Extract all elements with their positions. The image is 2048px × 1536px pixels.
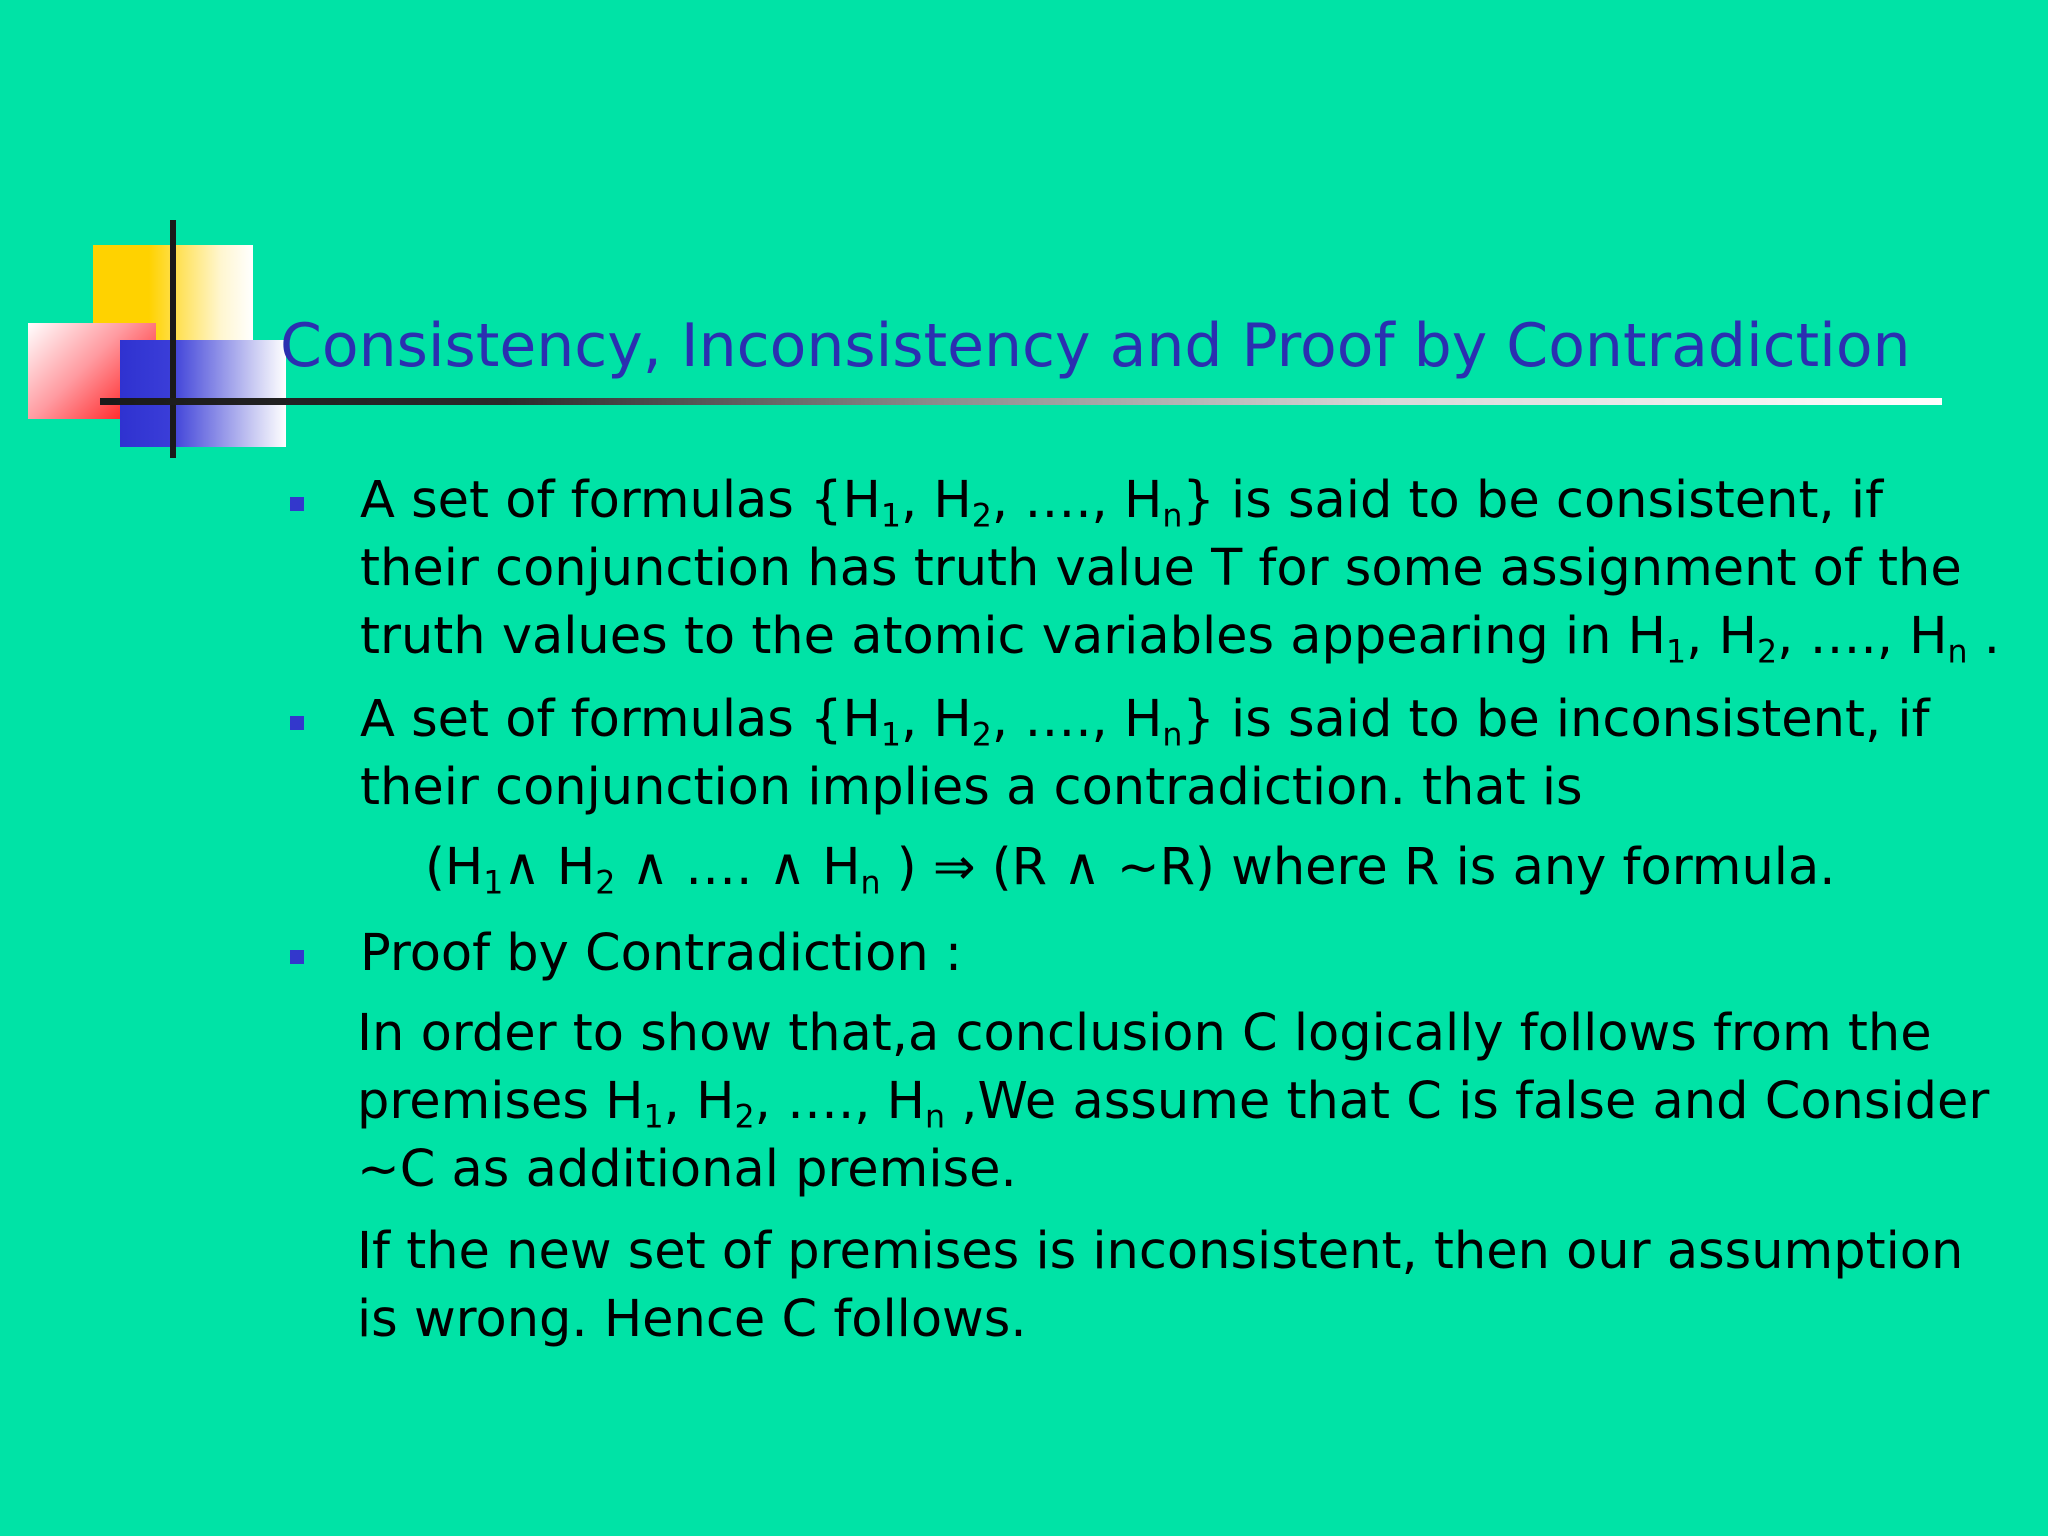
blue-square (120, 340, 286, 447)
contradiction-formula: ($H_1\wedge$ $H_2$ ∧ …. ∧ $H_n$ ) ⇒ (R ∧ ~R) where R is any formula. (425, 838, 1836, 902)
vertical-divider-line (170, 220, 176, 458)
bullet-line: their conjunction has truth value T for some assignment of the (360, 539, 1962, 598)
bullet-line: truth values to the atomic variables appearing in $H_1$, $H_2$, …., $H_n$ . (360, 607, 2000, 671)
paragraph-line: premises $H_1$, $H_2$, …., $H_n$ ,We assume that C is false and Consider (357, 1072, 1990, 1136)
title-underline (100, 398, 1942, 405)
bullet-marker (290, 497, 304, 511)
bullet-line: their conjunction implies a contradiction. that is (360, 758, 1583, 817)
bullet-line: A set of formulas {$H_1$, $H_2$, …., $H_n$} is said to be inconsistent, if (360, 690, 1930, 754)
paragraph-line: ~C as additional premise. (357, 1140, 1017, 1199)
paragraph-line: is wrong. Hence C follows. (357, 1290, 1027, 1349)
bullet-marker (290, 950, 304, 964)
paragraph-proof-method (357, 1000, 1997, 1204)
bullet-proof-by-contradiction: Proof by Contradiction : (360, 924, 963, 983)
bullet-consistent (360, 467, 2000, 671)
bullet-marker (290, 716, 304, 730)
paragraph-line: In order to show that,a conclusion C logically follows from the (357, 1004, 1932, 1063)
slide-title: Consistency, Inconsistency and Proof by Contradiction (280, 311, 1911, 381)
bullet-line: A set of formulas {$H_1$, $H_2$, …., $H_n$} is said to be consistent, if (360, 471, 1884, 535)
paragraph-line: If the new set of premises is inconsistent, then our assumption (357, 1222, 1964, 1281)
paragraph-conclusion (357, 1218, 1997, 1354)
bullet-inconsistent (360, 686, 2000, 822)
